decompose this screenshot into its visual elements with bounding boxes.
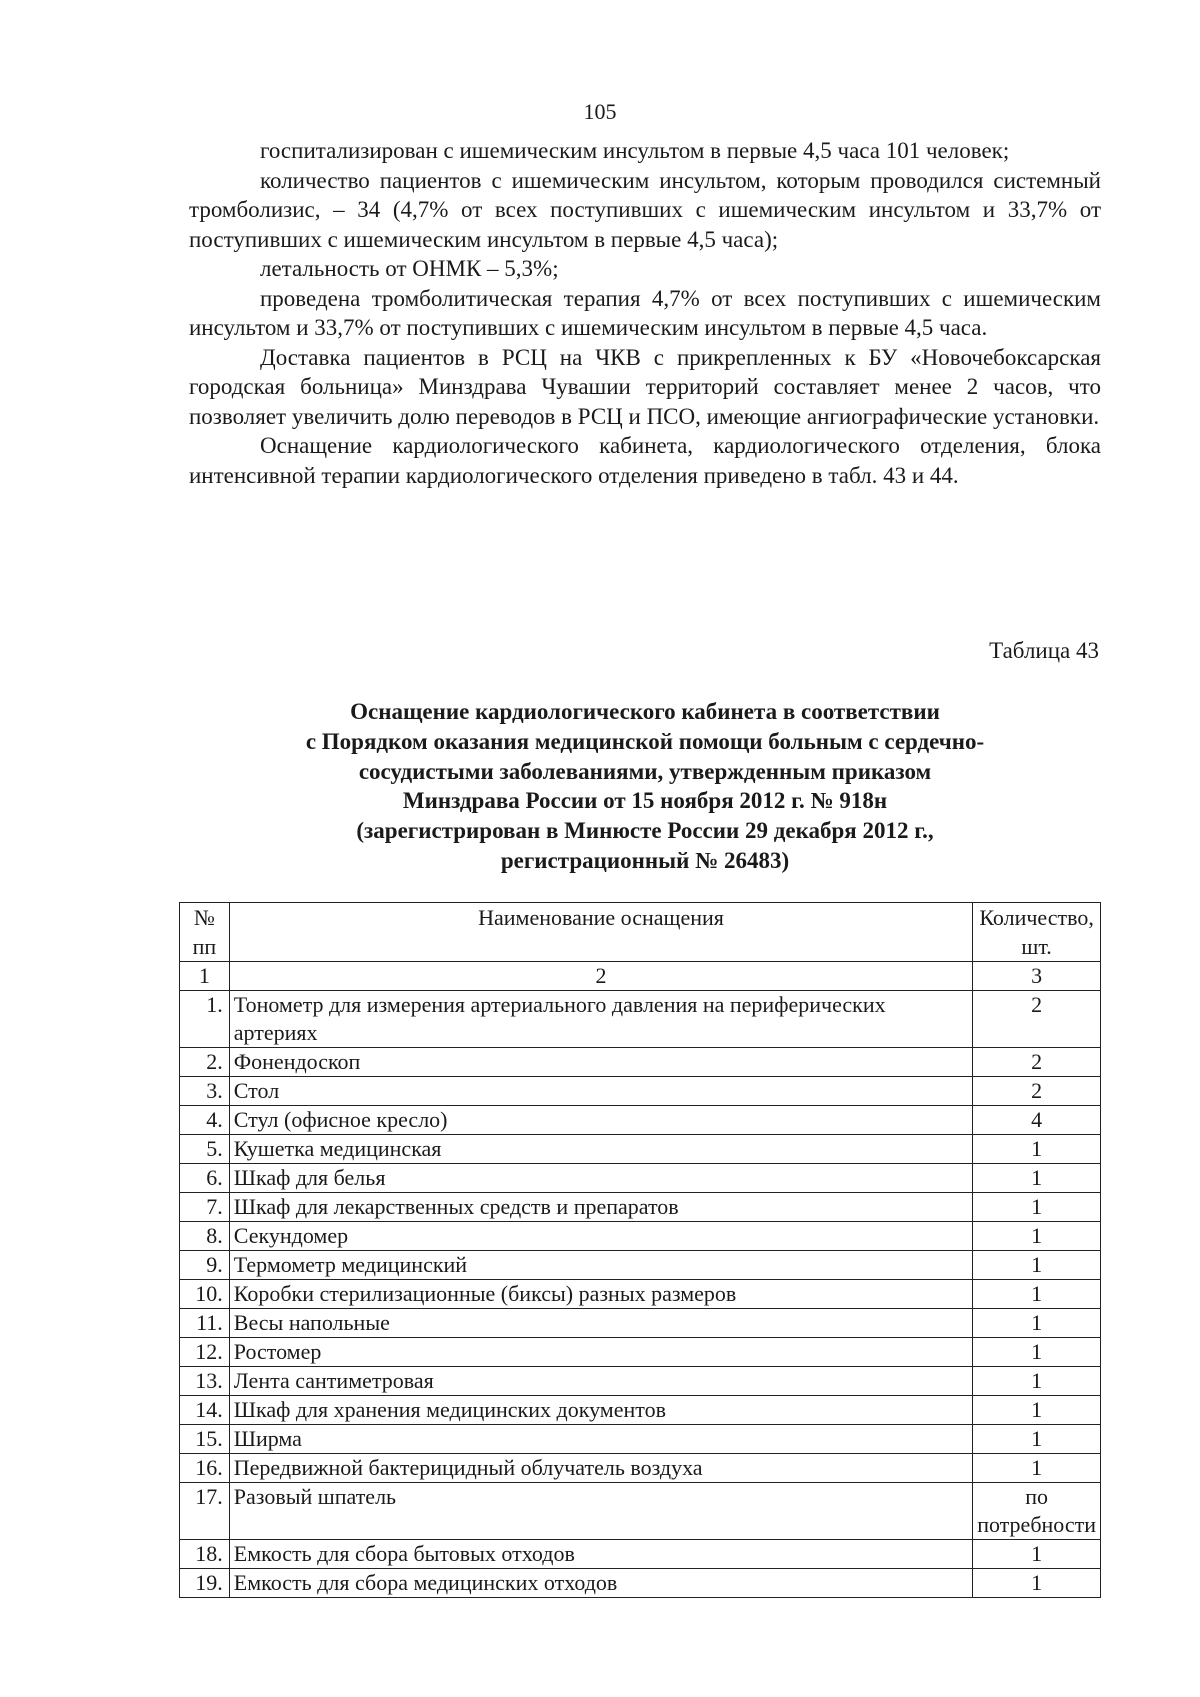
table-title-line: сосудистыми заболеваниями, утвержденным приказом: [358, 758, 932, 784]
body-text: [189, 136, 1101, 490]
row-name: Шкаф для хранения медицинских документов: [229, 1396, 972, 1425]
row-qty: 1: [973, 1367, 1101, 1396]
row-qty: 1: [973, 1251, 1101, 1280]
row-qty: 2: [973, 1048, 1101, 1077]
table-row: [180, 1222, 1101, 1251]
row-name: Разовый шпатель: [229, 1483, 972, 1540]
table-row: [180, 1048, 1101, 1077]
row-name: Тонометр для измерения артериального давления на периферических артериях: [229, 991, 972, 1048]
table-title-line: регистрационный № 26483): [500, 847, 790, 873]
col-number: 3: [973, 962, 1101, 991]
row-name: Весы напольные: [229, 1309, 972, 1338]
table-row: [180, 1425, 1101, 1454]
table-row: [180, 1135, 1101, 1164]
paragraph: проведена тромболитическая терапия 4,7% от всех поступивших с ишемическим инсультом и 33,7% от поступивших с ишемическим инсультом в первые 4,5 часа.: [189, 285, 1101, 340]
row-name: Шкаф для лекарственных средств и препаратов: [229, 1193, 972, 1222]
row-name: Ростомер: [229, 1338, 972, 1367]
row-num: 6.: [180, 1164, 230, 1193]
row-qty: 1: [973, 1454, 1101, 1483]
table-row: [180, 1338, 1101, 1367]
table-row: [180, 1077, 1101, 1106]
row-num: 18.: [180, 1540, 230, 1569]
header-num-text: № пп: [192, 905, 217, 959]
table-title-line: (зарегистрирован в Минюсте России 29 декабря 2012 г.,: [356, 818, 934, 844]
row-name: Емкость для сбора медицинских отходов: [229, 1569, 972, 1598]
table-title-line: Минздрава России от 15 ноября 2012 г. № 918н: [402, 788, 888, 814]
row-num: 5.: [180, 1135, 230, 1164]
header-num: [180, 903, 230, 962]
row-name: Кушетка медицинская: [229, 1135, 972, 1164]
row-num: 16.: [180, 1454, 230, 1483]
row-name: Стул (офисное кресло): [229, 1106, 972, 1135]
table-row: [180, 1569, 1101, 1598]
row-qty: 2: [973, 1077, 1101, 1106]
row-num: 7.: [180, 1193, 230, 1222]
page-number: 105: [583, 99, 617, 124]
table-row: [180, 1483, 1101, 1540]
table-row: [180, 1540, 1101, 1569]
row-name: Шкаф для белья: [229, 1164, 972, 1193]
row-num: 13.: [180, 1367, 230, 1396]
row-num: 1.: [180, 991, 230, 1048]
row-name: Фонендоскоп: [229, 1048, 972, 1077]
table-row: [180, 1309, 1101, 1338]
paragraph: Оснащение кардиологического кабинета, кардиологического отделения, блока интенсивной терапии кардиологического отделения приведено в табл. 43 и 44.: [189, 433, 1101, 488]
row-name: Ширма: [229, 1425, 972, 1454]
table-row: [180, 991, 1101, 1048]
table-row: [180, 1106, 1101, 1135]
row-qty: 1: [973, 1164, 1101, 1193]
row-num: 19.: [180, 1569, 230, 1598]
row-qty: 1: [973, 1425, 1101, 1454]
row-name: Стол: [229, 1077, 972, 1106]
paragraph: госпитализирован с ишемическим инсультом в первые 4,5 часа 101 человек;: [260, 138, 1010, 163]
col-number: 1: [180, 962, 230, 991]
row-name: Термометр медицинский: [229, 1251, 972, 1280]
paragraph: количество пациентов с ишемическим инсультом, которым проводился системный тромболизис, – 34 (4,7% от всех поступивших с ишемическим инсультом и 33,7% от поступивших с ишемическим инсультом в первые 4,5 часа);: [189, 167, 1101, 252]
table-row: [180, 1193, 1101, 1222]
col-number: 2: [229, 962, 972, 991]
table-row: [180, 1251, 1101, 1280]
row-num: 11.: [180, 1309, 230, 1338]
row-qty: 1: [973, 1309, 1101, 1338]
table-title-line: Оснащение кардиологического кабинета в соответствии: [350, 699, 940, 724]
row-name: Коробки стерилизационные (биксы) разных размеров: [229, 1280, 972, 1309]
table-body: [180, 903, 1101, 1598]
table-title-line: с Порядком оказания медицинской помощи больным с сердечно-: [305, 728, 985, 754]
row-name: Передвижной бактерицидный облучатель воздуха: [229, 1454, 972, 1483]
row-qty: 1: [973, 1280, 1101, 1309]
row-name: Секундомер: [229, 1222, 972, 1251]
row-qty: 1: [973, 1222, 1101, 1251]
paragraph: летальность от ОНМК – 5,3%;: [260, 256, 559, 281]
row-qty: по потребности: [973, 1483, 1101, 1540]
column-number-row: [180, 962, 1101, 991]
table-header-row: [180, 903, 1101, 962]
row-num: 2.: [180, 1048, 230, 1077]
row-qty: 4: [973, 1106, 1101, 1135]
equipment-table: [179, 902, 1101, 1598]
row-qty: 2: [973, 991, 1101, 1048]
row-num: 8.: [180, 1222, 230, 1251]
row-num: 10.: [180, 1280, 230, 1309]
table-label: Таблица 43: [989, 638, 1099, 663]
row-qty: 1: [973, 1338, 1101, 1367]
table-row: [180, 1280, 1101, 1309]
table-row: [180, 1367, 1101, 1396]
row-name: Лента сантиметровая: [229, 1367, 972, 1396]
paragraph: Доставка пациентов в РСЦ на ЧКВ с прикрепленных к БУ «Новочебоксарская городская больница» Минздрава Чувашии территорий составляет менее 2 часов, что позволяет увеличить долю переводов в РСЦ и ПСО, имеющие ангиографические установки.: [189, 344, 1101, 429]
row-num: 15.: [180, 1425, 230, 1454]
row-num: 17.: [180, 1483, 230, 1540]
row-qty: 1: [973, 1135, 1101, 1164]
row-qty: 1: [973, 1540, 1101, 1569]
header-name: Наименование оснащения: [229, 903, 972, 962]
header-qty: Количество, шт.: [973, 903, 1101, 962]
table-row: [180, 1164, 1101, 1193]
row-num: 3.: [180, 1077, 230, 1106]
row-qty: 1: [973, 1193, 1101, 1222]
row-num: 4.: [180, 1106, 230, 1135]
row-qty: 1: [973, 1396, 1101, 1425]
row-name: Емкость для сбора бытовых отходов: [229, 1540, 972, 1569]
row-num: 14.: [180, 1396, 230, 1425]
row-num: 9.: [180, 1251, 230, 1280]
table-title: [189, 697, 1101, 876]
row-qty: 1: [973, 1569, 1101, 1598]
table-row: [180, 1454, 1101, 1483]
row-num: 12.: [180, 1338, 230, 1367]
table-row: [180, 1396, 1101, 1425]
